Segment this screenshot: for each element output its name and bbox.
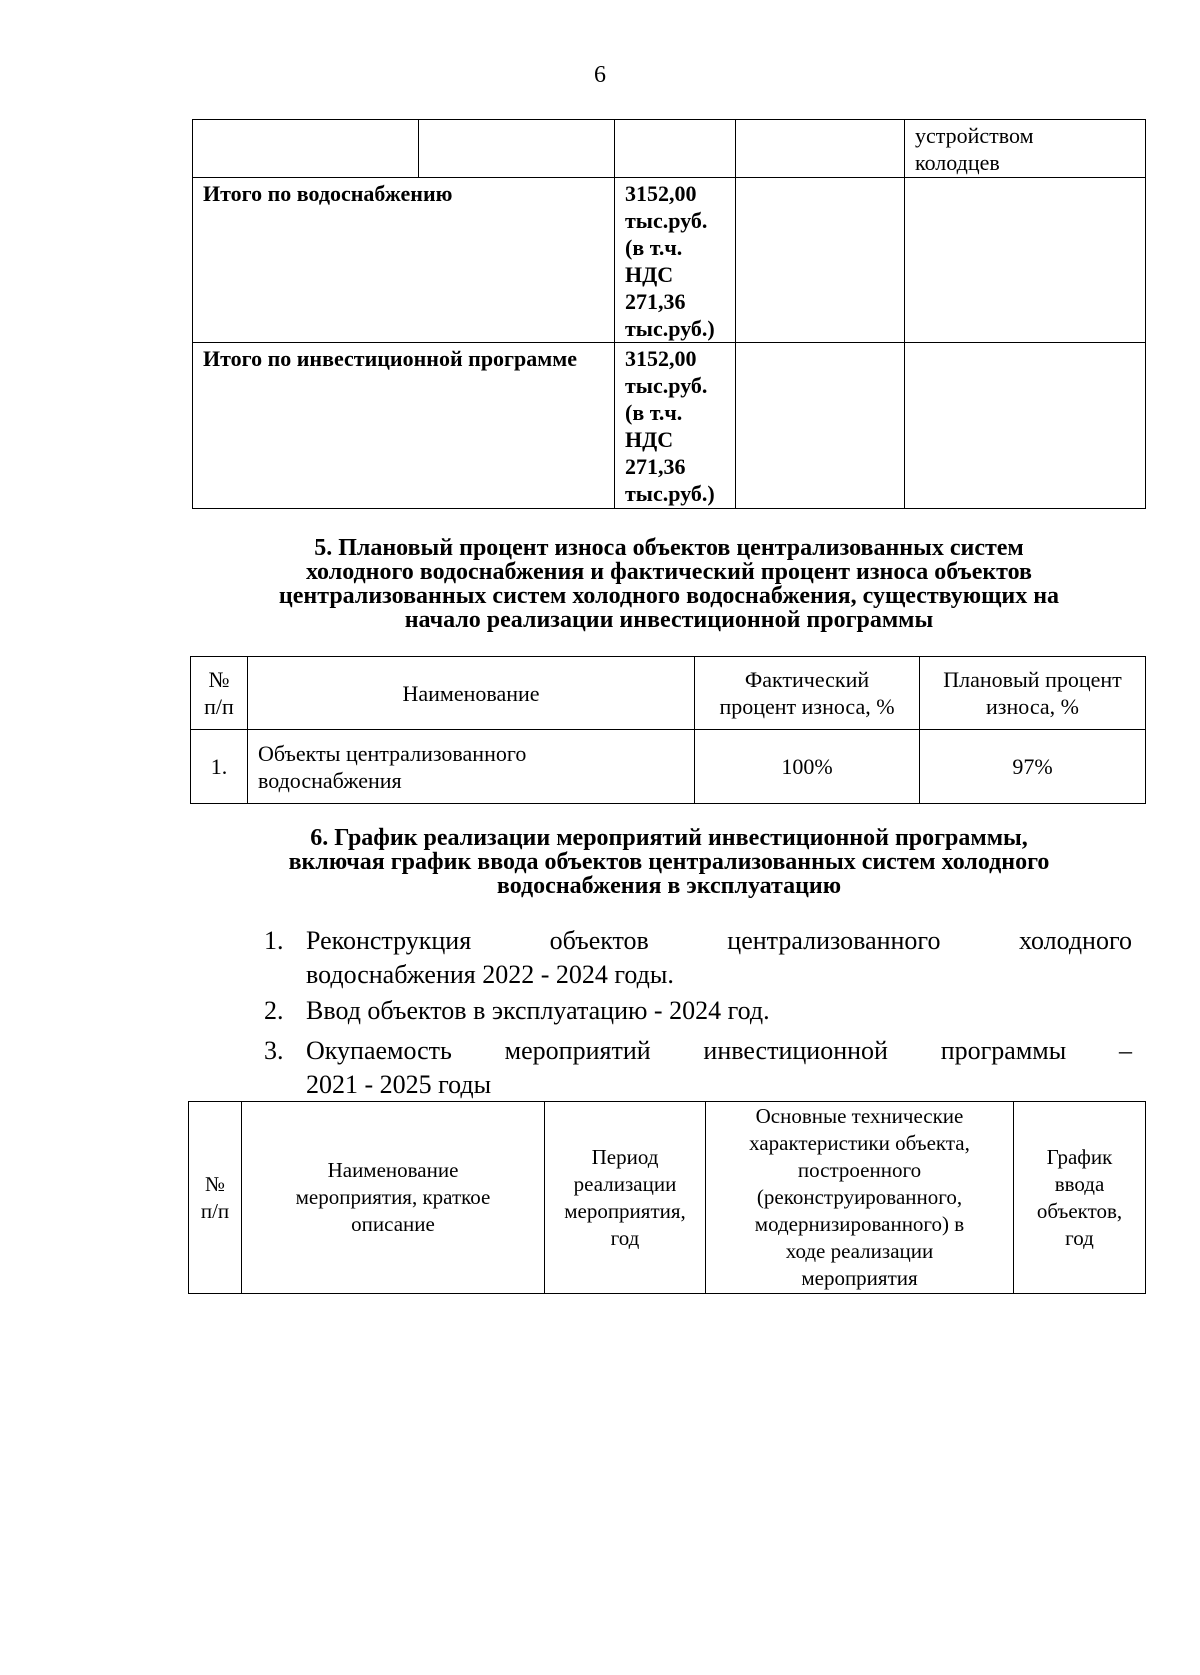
cell-text: устройством [915,123,1034,148]
list-marker: 1. [264,926,284,955]
header-text: № [204,1171,226,1196]
list-marker: 2. [264,996,284,1025]
header-text: описание [351,1212,435,1236]
amount-line: (в т.ч. [625,235,683,260]
header-text: объектов, [1036,1198,1123,1223]
table-cell [193,120,419,178]
header-text: п/п [204,694,234,719]
header-text: реализации [573,1171,677,1196]
header-text: Период [591,1144,659,1169]
header-text: износа, % [986,694,1079,719]
header-text: мероприятия, краткое [295,1185,491,1209]
page-number: 6 [594,62,606,88]
header-fact [695,657,920,730]
header-text: п/п [200,1198,230,1223]
program-total-amount [615,343,736,509]
section-6-heading [192,826,1146,898]
table-cell [615,120,736,178]
header-text: Наименование [327,1158,459,1182]
amount-line: тыс.руб.) [625,481,715,506]
list-text: Ввод объектов в эксплуатацию - 2024 год. [306,996,770,1025]
table-header-row [191,657,1146,730]
heading-line: начало реализации инвестиционной программы [404,607,934,633]
amount-line: НДС [625,427,674,452]
table-cell [905,343,1146,509]
header-text: Плановый процент [943,667,1122,692]
header-text: год [1065,1225,1094,1250]
amount-line: 271,36 [625,289,686,314]
list-item [264,924,1132,992]
table-cell [736,120,905,178]
list-marker: 3. [264,1036,284,1065]
heading-line: водоснабжения в эксплуатацию [496,873,842,899]
header-name: Наименование [248,657,695,730]
header-text: ходе реализации [785,1239,934,1263]
amount-line: НДС [625,262,674,287]
wear-percentage-table [190,656,1146,804]
heading-line: холодного водоснабжения и фактический процент износа объектов [305,559,1033,585]
header-text: год [610,1225,640,1250]
list-text: Окупаемость мероприятий инвестиционной программы – [306,1036,1132,1065]
schedule-table [188,1101,1146,1294]
amount-line: 3152,00 [625,346,697,371]
header-num [189,1102,242,1294]
list-text: 2021 - 2025 годы [306,1070,492,1099]
list-text: водоснабжения 2022 - 2024 годы. [306,960,674,989]
header-text: (реконструированного, [756,1185,963,1209]
header-period [545,1102,706,1294]
row-name [248,730,695,804]
header-text: Фактический [744,667,870,692]
header-schedule [1014,1102,1146,1294]
header-num [191,657,248,730]
row-num: 1. [191,730,248,804]
amount-line: (в т.ч. [625,400,683,425]
cell-text: водоснабжения [258,767,402,793]
row-fact-percent: 100% [695,730,920,804]
header-text: График [1046,1144,1113,1169]
header-text: построенного [797,1158,922,1182]
table-header-row [189,1102,1146,1294]
heading-line: 5. Плановый процент износа объектов централизованных систем [314,535,1024,561]
table-row [191,730,1146,804]
water-total-label: Итого по водоснабжению [193,178,615,343]
table-cell [905,120,1146,178]
investment-totals-table [192,119,1146,509]
amount-line: 271,36 [625,454,686,479]
row-plan-percent: 97% [920,730,1146,804]
header-text: Основные технические [755,1104,964,1128]
table-cell [736,178,905,343]
table-cell [419,120,615,178]
header-text: характеристики объекта, [749,1131,970,1155]
table-row [193,120,1146,178]
amount-line: тыс.руб. [625,208,708,233]
table-cell [736,343,905,509]
table-row [193,343,1146,509]
header-name [242,1102,545,1294]
heading-line: централизованных систем холодного водоснабжения, существующих на [278,583,1060,609]
table-row [193,178,1146,343]
list-text: Реконструкция объектов централизованного холодного [306,926,1132,955]
header-text: модернизированного) в [754,1212,965,1236]
program-total-label: Итого по инвестиционной программе [193,343,615,509]
cell-text: колодцев [915,150,1000,175]
list-item [264,1034,1132,1102]
header-text: мероприятия, [564,1198,686,1223]
cell-text: Объекты централизованного [258,740,527,766]
header-text: ввода [1054,1171,1105,1196]
header-text: процент износа, % [719,694,895,719]
section-5-heading [192,536,1146,632]
amount-line: тыс.руб. [625,373,708,398]
heading-line: включая график ввода объектов централизованных систем холодного [288,849,1050,875]
header-tech-specs [706,1102,1014,1294]
amount-line: 3152,00 [625,181,697,206]
header-plan [920,657,1146,730]
header-text: № [208,667,230,692]
header-text: мероприятия [801,1266,918,1290]
heading-line: 6. График реализации мероприятий инвестиционной программы, [310,825,1028,851]
water-total-amount [615,178,736,343]
amount-line: тыс.руб.) [625,316,715,341]
table-cell [905,178,1146,343]
list-item [264,994,1132,1028]
